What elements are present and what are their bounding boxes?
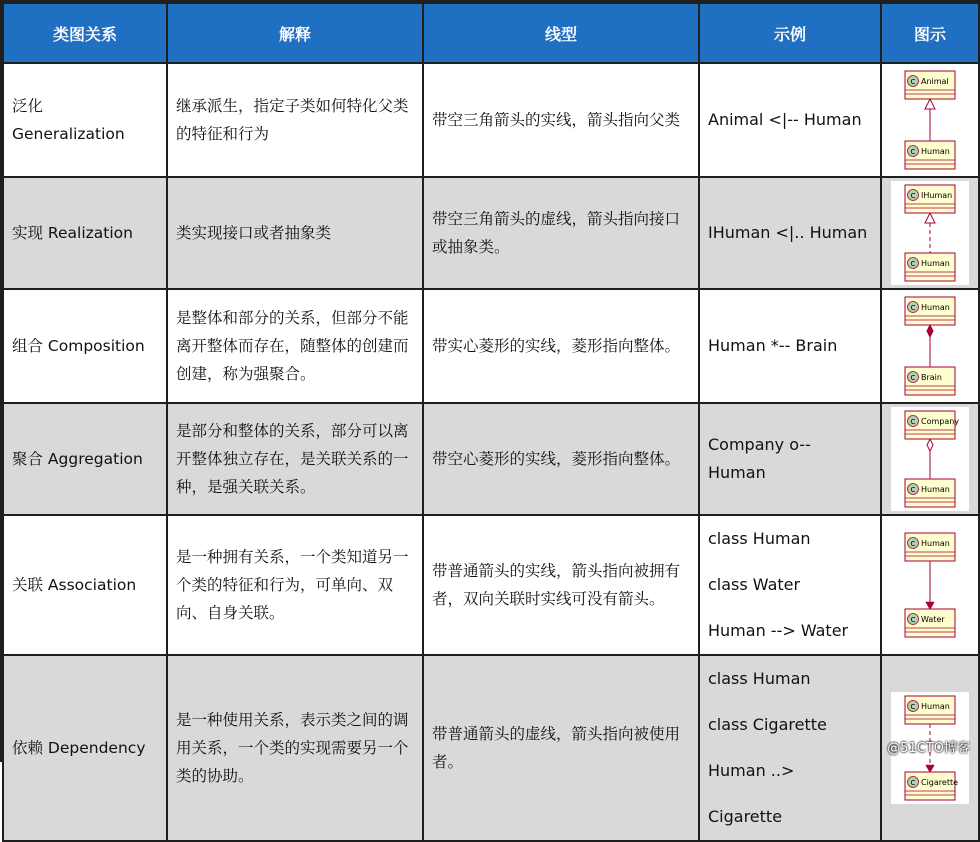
header-explain: 解释: [167, 3, 423, 63]
relation-cell: 组合 Composition: [3, 289, 167, 403]
example-line: Company o-- Human: [708, 431, 872, 487]
explain-cell: 是一种使用关系，表示类之间的调用关系，一个类的实现需要另一个类的协助。: [167, 655, 423, 841]
example-cell: [699, 63, 881, 177]
header-example: 示例: [699, 3, 881, 63]
table-row: [3, 289, 979, 403]
line-style-cell: 带普通箭头的虚线，箭头指向被使用者。: [423, 655, 699, 841]
uml-relations-table: [2, 2, 980, 842]
svg-text:C: C: [911, 260, 916, 268]
explain-cell: 是整体和部分的关系，但部分不能离开整体而存在，随整体的创建而创建，称为强聚合。: [167, 289, 423, 403]
class-name-bottom: Human: [921, 147, 950, 156]
class-name-top: Human: [921, 303, 950, 312]
header-diagram: 图示: [881, 3, 979, 63]
explain-cell: 类实现接口或者抽象类: [167, 177, 423, 289]
relation-cell: 关联 Association: [3, 515, 167, 655]
example-line: Human *-- Brain: [708, 332, 872, 360]
class-box-bottom: [905, 479, 955, 507]
svg-text:C: C: [911, 304, 916, 312]
class-name-top: Company: [921, 417, 959, 426]
example-line: Human --> Water: [708, 608, 872, 654]
uml-realization-diagram: [889, 179, 971, 287]
watermark: @51CTO博客: [887, 737, 970, 756]
class-name-bottom: Water: [921, 615, 945, 624]
example-cell: [699, 403, 881, 515]
uml-composition-diagram: [889, 291, 971, 401]
header-line: 线型: [423, 3, 699, 63]
example-line: IHuman <|.. Human: [708, 219, 872, 247]
svg-text:C: C: [911, 703, 916, 711]
svg-text:C: C: [911, 540, 916, 548]
class-box-bottom: [905, 253, 955, 281]
example-cell: [699, 289, 881, 403]
diagram-cell: [881, 289, 979, 403]
svg-text:C: C: [911, 148, 916, 156]
table-row: [3, 655, 979, 841]
example-cell: [699, 655, 881, 841]
relation-cell: 聚合 Aggregation: [3, 403, 167, 515]
class-name-top: IHuman: [921, 191, 952, 200]
class-name-bottom: Human: [921, 259, 950, 268]
diagram-cell: [881, 403, 979, 515]
svg-text:C: C: [911, 418, 916, 426]
example-line: class Water: [708, 562, 872, 608]
relation-cell: 泛化 Generalization: [3, 63, 167, 177]
class-box-top: [905, 71, 955, 99]
class-box-top: [905, 297, 955, 325]
class-name-top: Human: [921, 702, 950, 711]
relation-cell: 实现 Realization: [3, 177, 167, 289]
class-name-top: Animal: [921, 77, 949, 86]
svg-text:C: C: [911, 192, 916, 200]
diagram-cell: [881, 515, 979, 655]
line-style-cell: 带空心菱形的实线，菱形指向整体。: [423, 403, 699, 515]
svg-text:C: C: [911, 779, 916, 787]
header-relation: 类图关系: [3, 3, 167, 63]
svg-text:C: C: [911, 78, 916, 86]
example-line: Animal <|-- Human: [708, 106, 872, 134]
class-name-bottom: Cigarette: [921, 778, 958, 787]
explain-cell: 继承派生，指定子类如何特化父类的特征和行为: [167, 63, 423, 177]
example-line: class Human: [708, 656, 872, 702]
line-style-cell: 带空三角箭头的实线，箭头指向父类: [423, 63, 699, 177]
header-row: [3, 3, 979, 63]
table-row: [3, 177, 979, 289]
table-row: [3, 63, 979, 177]
diagram-cell: [881, 177, 979, 289]
example-line: Human ..> Cigarette: [708, 748, 872, 840]
class-box-top: [905, 533, 955, 561]
diagram-cell: [881, 63, 979, 177]
class-box-bottom: [905, 609, 955, 637]
class-box-bottom: [905, 772, 958, 800]
example-cell: [699, 515, 881, 655]
svg-text:C: C: [911, 616, 916, 624]
example-line: class Human: [708, 516, 872, 562]
class-name-top: Human: [921, 539, 950, 548]
explain-cell: 是一种拥有关系，一个类知道另一个类的特征和行为，可单向、双向、自身关联。: [167, 515, 423, 655]
example-cell: [699, 177, 881, 289]
class-name-bottom: Brain: [921, 373, 942, 382]
svg-text:C: C: [911, 486, 916, 494]
line-style-cell: 带普通箭头的实线，箭头指向被拥有者，双向关联时实线可没有箭头。: [423, 515, 699, 655]
class-box-top: [905, 696, 955, 724]
class-box-top: [905, 411, 959, 439]
explain-cell: 是部分和整体的关系，部分可以离开整体独立存在，是关联关系的一种，是强关联关系。: [167, 403, 423, 515]
class-box-top: [905, 185, 955, 213]
line-style-cell: 带空三角箭头的虚线，箭头指向接口或抽象类。: [423, 177, 699, 289]
uml-aggregation-diagram: [889, 405, 971, 513]
line-style-cell: 带实心菱形的实线，菱形指向整体。: [423, 289, 699, 403]
class-box-bottom: [905, 141, 955, 169]
table-row: [3, 515, 979, 655]
example-line: class Cigarette: [708, 702, 872, 748]
class-box-bottom: [905, 367, 955, 395]
svg-text:C: C: [911, 374, 916, 382]
table-row: [3, 403, 979, 515]
uml-association-diagram: [889, 527, 971, 643]
class-name-bottom: Human: [921, 485, 950, 494]
relation-cell: 依赖 Dependency: [3, 655, 167, 841]
uml-generalization-diagram: [889, 65, 971, 175]
